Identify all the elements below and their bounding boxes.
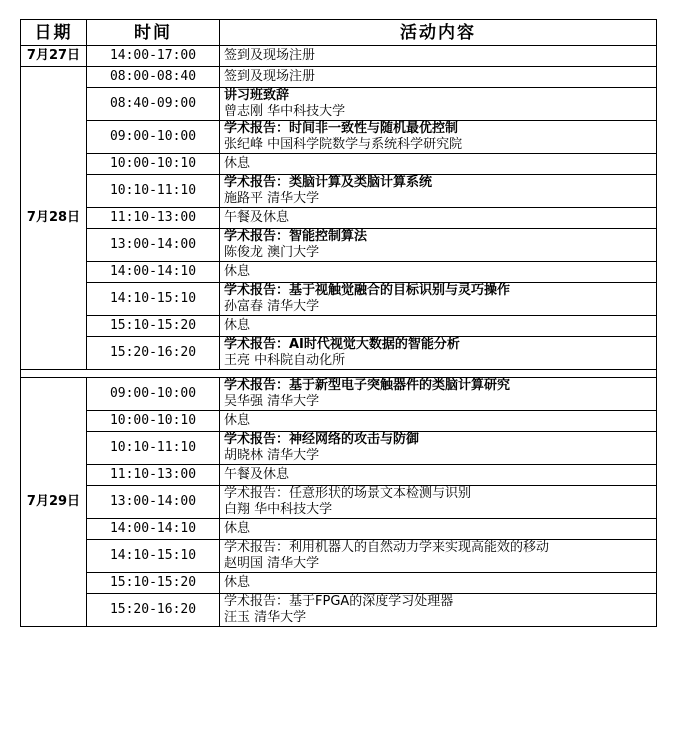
activity-cell — [220, 486, 657, 519]
activity-cell — [220, 540, 657, 573]
activity-title: 学术报告：AI时代视觉大数据的智能分析 — [224, 337, 460, 352]
time-cell: 15:10-15:20 — [87, 316, 220, 337]
activity-cell — [220, 378, 657, 411]
speaker-info: 白翔 华中科技大学 — [224, 502, 333, 517]
activity-cell — [220, 208, 657, 229]
date-cell: 7月27日 — [21, 46, 87, 67]
schedule-row — [21, 519, 657, 540]
schedule-row — [21, 337, 657, 370]
activity-cell — [220, 519, 657, 540]
schedule-row — [21, 411, 657, 432]
activity-title: 学术报告：神经网络的攻击与防御 — [224, 432, 420, 447]
speaker-info: 汪玉 清华大学 — [224, 610, 307, 625]
schedule-row — [21, 121, 657, 154]
time-cell: 08:40-09:00 — [87, 88, 220, 121]
activity-title: 签到及现场注册 — [224, 69, 316, 84]
time-cell: 15:10-15:20 — [87, 573, 220, 594]
activity-cell — [220, 121, 657, 154]
activity-title: 学术报告：基于新型电子突触器件的类脑计算研究 — [224, 378, 511, 393]
activity-title: 休息 — [224, 264, 251, 279]
time-cell: 10:10-11:10 — [87, 432, 220, 465]
speaker-info: 陈俊龙 澳门大学 — [224, 245, 320, 260]
time-cell: 14:00-14:10 — [87, 519, 220, 540]
activity-title: 讲习班致辞 — [224, 88, 290, 103]
schedule-body — [21, 46, 657, 627]
speaker-info: 张纪峰 中国科学院数学与系统科学研究院 — [224, 137, 463, 152]
schedule-row — [21, 573, 657, 594]
time-cell: 13:00-14:00 — [87, 486, 220, 519]
activity-cell — [220, 67, 657, 88]
schedule-row — [21, 262, 657, 283]
schedule-table — [20, 19, 657, 627]
separator-cell — [21, 370, 657, 378]
time-cell: 14:00-14:10 — [87, 262, 220, 283]
schedule-row — [21, 283, 657, 316]
time-cell: 09:00-10:00 — [87, 121, 220, 154]
time-cell: 10:00-10:10 — [87, 154, 220, 175]
header-content: 活动内容 — [220, 20, 657, 46]
activity-title: 休息 — [224, 156, 251, 171]
activity-cell — [220, 175, 657, 208]
activity-title: 学术报告：基于视触觉融合的目标识别与灵巧操作 — [224, 283, 511, 298]
date-cell: 7月29日 — [21, 378, 87, 627]
time-cell: 10:00-10:10 — [87, 411, 220, 432]
time-cell: 15:20-16:20 — [87, 337, 220, 370]
speaker-info: 胡晓林 清华大学 — [224, 448, 320, 463]
time-cell: 14:10-15:10 — [87, 540, 220, 573]
activity-cell — [220, 229, 657, 262]
activity-title: 休息 — [224, 318, 251, 333]
activity-cell — [220, 262, 657, 283]
schedule-row — [21, 432, 657, 465]
schedule-row — [21, 378, 657, 411]
activity-title: 签到及现场注册 — [224, 48, 316, 63]
schedule-row — [21, 594, 657, 627]
schedule-row — [21, 486, 657, 519]
activity-title: 学术报告：智能控制算法 — [224, 229, 368, 244]
schedule-row — [21, 67, 657, 88]
time-cell: 14:10-15:10 — [87, 283, 220, 316]
schedule-row — [21, 465, 657, 486]
time-cell: 09:00-10:00 — [87, 378, 220, 411]
schedule-row — [21, 208, 657, 229]
schedule-row — [21, 46, 657, 67]
activity-cell — [220, 465, 657, 486]
activity-title: 学术报告：时间非一致性与随机最优控制 — [224, 121, 459, 136]
speaker-info: 吴华强 清华大学 — [224, 394, 320, 409]
activity-cell — [220, 432, 657, 465]
time-cell: 08:00-08:40 — [87, 67, 220, 88]
time-cell: 15:20-16:20 — [87, 594, 220, 627]
activity-title: 午餐及休息 — [224, 210, 290, 225]
schedule-row — [21, 154, 657, 175]
day-separator — [21, 370, 657, 378]
activity-title: 休息 — [224, 575, 251, 590]
activity-cell — [220, 88, 657, 121]
activity-title: 午餐及休息 — [224, 467, 290, 482]
speaker-info: 王亮 中科院自动化所 — [224, 353, 346, 368]
activity-cell — [220, 46, 657, 67]
activity-title: 休息 — [224, 521, 251, 536]
speaker-info: 赵明国 清华大学 — [224, 556, 320, 571]
time-cell: 11:10-13:00 — [87, 208, 220, 229]
schedule-row — [21, 175, 657, 208]
header-date: 日期 — [21, 20, 87, 46]
activity-title: 学术报告：任意形状的场景文本检测与识别 — [224, 486, 472, 501]
date-cell: 7月28日 — [21, 67, 87, 370]
time-cell: 14:00-17:00 — [87, 46, 220, 67]
header-row — [21, 20, 657, 46]
schedule-row — [21, 316, 657, 337]
activity-cell — [220, 154, 657, 175]
schedule-row — [21, 229, 657, 262]
activity-cell — [220, 337, 657, 370]
time-cell: 11:10-13:00 — [87, 465, 220, 486]
time-cell: 10:10-11:10 — [87, 175, 220, 208]
header-time: 时间 — [87, 20, 220, 46]
activity-cell — [220, 283, 657, 316]
activity-title: 学术报告：利用机器人的自然动力学来实现高能效的移动 — [224, 540, 550, 555]
speaker-info: 施路平 清华大学 — [224, 191, 320, 206]
activity-cell — [220, 573, 657, 594]
activity-cell — [220, 594, 657, 627]
activity-cell — [220, 316, 657, 337]
time-cell: 13:00-14:00 — [87, 229, 220, 262]
activity-title: 休息 — [224, 413, 251, 428]
speaker-info: 曾志刚 华中科技大学 — [224, 104, 346, 119]
activity-title: 学术报告：基于FPGA的深度学习处理器 — [224, 594, 454, 609]
activity-cell — [220, 411, 657, 432]
activity-title: 学术报告：类脑计算及类脑计算系统 — [224, 175, 433, 190]
schedule-row — [21, 540, 657, 573]
schedule-row — [21, 88, 657, 121]
speaker-info: 孙富春 清华大学 — [224, 299, 320, 314]
